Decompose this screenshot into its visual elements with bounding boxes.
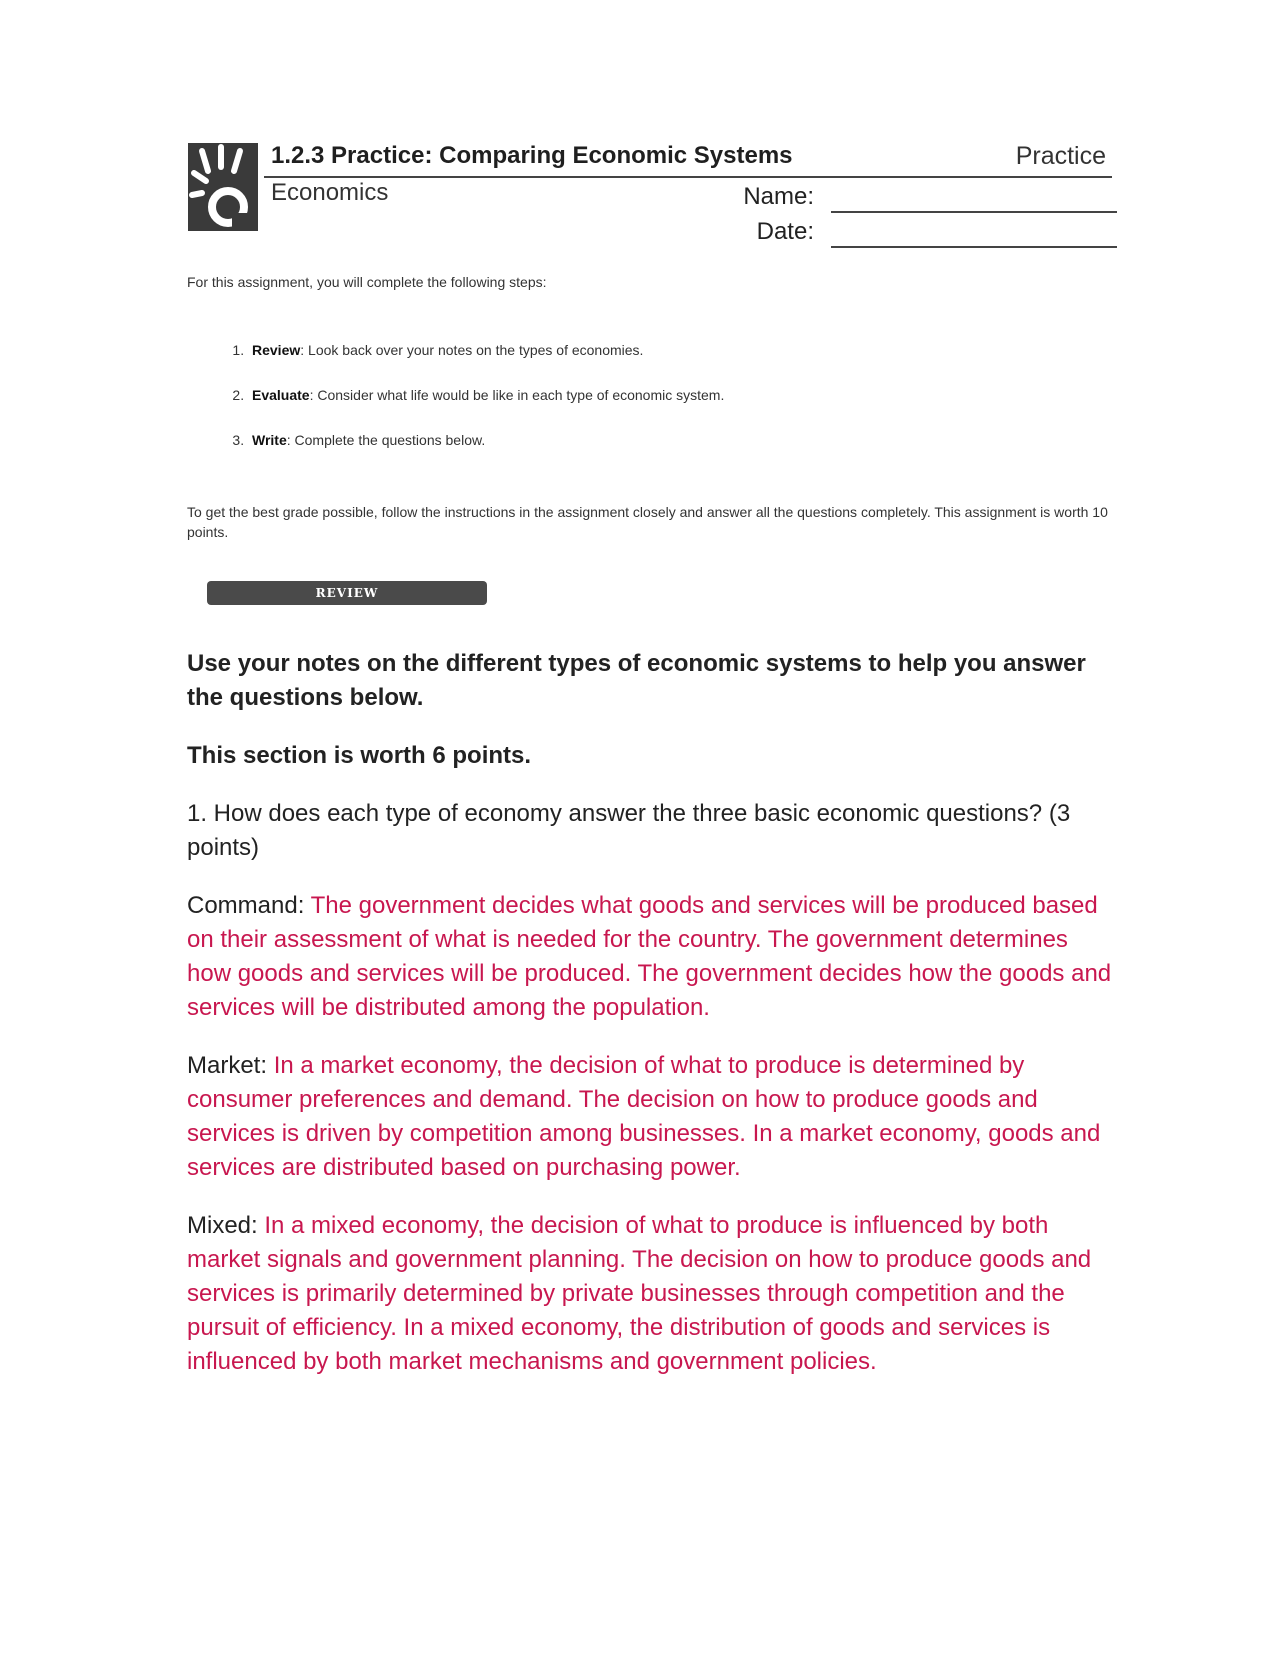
page-title: 1.2.3 Practice: Comparing Economic Systems [271,142,793,169]
answer-text: The government decides what goods and services will be produced based on their assessment of what is needed for the country. The government determines how goods and services will be produced. The government decides how the goods and services will be distributed among the population. [187,892,1112,1021]
answer-text: In a mixed economy, the decision of what to produce is influenced by both market signals and government planning. The decision on how to produce goods and services is primarily determined by private businesses through competition and the pursuit of efficiency. In a mixed economy, the distribution of goods and services is influenced by both market mechanisms and government policies. [187,1212,1092,1375]
subject-label: Economics [271,179,389,206]
answer-label: Market: [187,1052,274,1079]
answer-text: In a market economy, the decision of what to produce is determined by consumer preferences and demand. The decision on how to produce goods and services is driven by competition among businesses. In a market economy, goods and services are distributed based on purchasing power. [187,1052,1101,1181]
step-text: : Complete the questions below. [286,432,486,448]
step-term: Write [252,432,287,448]
steps-list [210,340,724,475]
step-text: : Look back over your notes on the types of economies. [300,342,644,358]
date-field[interactable] [831,246,1117,248]
answer-command [187,889,1117,1025]
step-term: Review [252,342,301,358]
answer-market [187,1049,1117,1185]
section-intro: Use your notes on the different types of economic systems to help you answer the questions below. [187,650,1086,711]
name-field[interactable] [831,211,1117,213]
section-header-review: REVIEW [207,581,487,605]
instructions-text: To get the best grade possible, follow the instructions in the assignment closely and answer all the questions completely. This assignment is worth 10 points. [187,504,1108,540]
question-1: 1. How does each type of economy answer the three basic economic questions? (3 points) [187,800,1071,861]
name-label: Name: [743,183,814,210]
date-label: Date: [756,218,814,245]
answer-mixed [187,1209,1117,1379]
step-term: Evaluate [252,387,310,403]
header-divider [264,176,1112,178]
answer-label: Command: [187,892,311,919]
lightbulb-logo-icon [188,143,258,231]
intro-text: For this assignment, you will complete the following steps: [187,274,547,290]
step-text: : Consider what life would be like in each type of economic system. [309,387,725,403]
section-points: This section is worth 6 points. [187,742,532,769]
answer-label: Mixed: [187,1212,265,1239]
document-type-label: Practice [1015,142,1106,170]
section-content [187,647,1117,1403]
list-item [248,385,724,405]
list-item [248,430,724,450]
list-item [248,340,724,360]
